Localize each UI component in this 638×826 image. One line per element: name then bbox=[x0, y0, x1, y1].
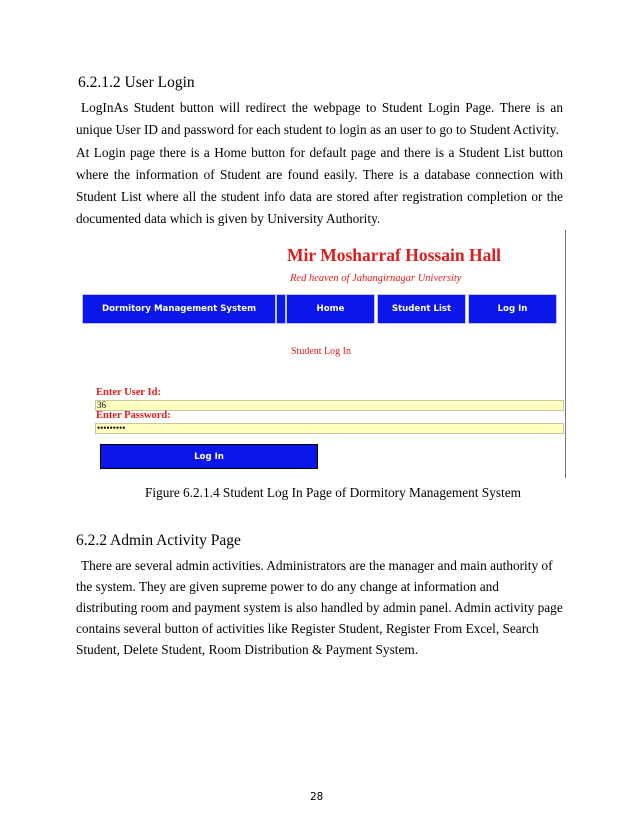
nav-system-title: Dormitory Management System bbox=[82, 294, 276, 324]
password-field[interactable]: ••••••••• bbox=[95, 423, 564, 434]
hall-title: Mir Mosharraf Hossain Hall bbox=[287, 245, 502, 265]
section-heading-admin-activity: 6.2.2 Admin Activity Page bbox=[76, 532, 241, 549]
student-log-in-caption: Student Log In bbox=[291, 346, 351, 357]
nav-separator bbox=[276, 294, 286, 324]
nav-log-in-button[interactable]: Log In bbox=[468, 294, 557, 324]
page-number: 28 bbox=[310, 791, 324, 803]
nav-home-button[interactable]: Home bbox=[286, 294, 375, 324]
section-heading-user-login: 6.2.1.2 User Login bbox=[78, 74, 195, 91]
password-label: Enter Password: bbox=[96, 410, 171, 421]
log-in-button[interactable]: Log In bbox=[100, 444, 318, 469]
user-id-label: Enter User Id: bbox=[96, 387, 161, 398]
nav-student-list-button[interactable]: Student List bbox=[377, 294, 466, 324]
paragraph-admin-activities: There are several admin activities. Administrators are the manager and main authority of the system. They are given supreme power to do any change at information and distributing room and payment system is also handled by admin panel. Admin activity page contains several button of activities like Register Student, Register From Excel, Search Student, Delete Student, Room Distribution & Payment System. bbox=[76, 558, 563, 657]
admin-activity-description bbox=[76, 555, 563, 660]
figure-caption: Figure 6.2.1.4 Student Log In Page of Dormitory Management System bbox=[145, 485, 521, 500]
paragraph-login-redirect: LogInAs Student button will redirect the webpage to Student Login Page. There is an unique User ID and password for each student to login as an user to go to Student Activity. bbox=[76, 100, 563, 138]
user-id-field[interactable]: 36 bbox=[95, 400, 564, 411]
paragraph-login-page: At Login page there is a Home button for default page and there is a Student List button where the information of Student are found easily. There is a database connection with Student List where all the student info data are stored after registration completion or the documented data which is given by University Authority. bbox=[76, 144, 563, 227]
login-page-screenshot bbox=[76, 230, 566, 478]
user-login-description bbox=[76, 97, 563, 231]
hall-subtitle: Red heaven of Jahangirnagar University bbox=[290, 273, 462, 284]
